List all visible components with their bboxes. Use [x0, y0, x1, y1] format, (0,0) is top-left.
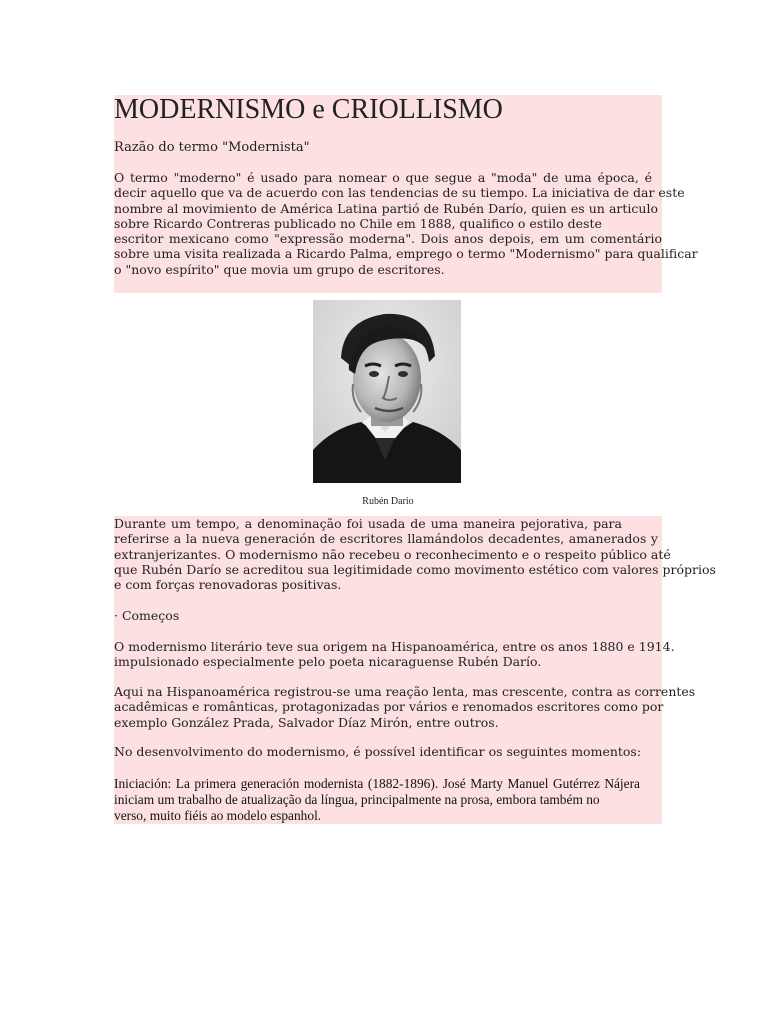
intro-line: sobre Ricardo Contreras publicado no Chile em 1888, qualifico o estilo deste — [114, 215, 602, 231]
intro-line: o "novo espírito" que movia um grupo de escritores. — [114, 261, 445, 277]
iniciacion-line: iniciam um trabalho de atualização da língua, principalmente na prosa, embora também no — [114, 792, 600, 807]
durante-line: extranjerizantes. O modernismo não recebeu o reconhecimento e o respeito público até — [114, 546, 671, 562]
durante-line: que Rubén Darío se acreditou sua legitimidade como movimento estético com valores próprios — [114, 561, 716, 577]
intro-line: decir aquello que va de acuerdo con las tendencias de su tiempo. La iniciativa de dar este — [114, 185, 685, 201]
intro-line: escritor mexicano como "expressão moderna". Dois anos depois, em um comentário — [114, 231, 662, 247]
reacao-line: exemplo González Prada, Salvador Díaz Mirón, entre outros. — [114, 714, 499, 730]
intro-line: O termo "moderno" é usado para nomear o que segue a "moda" de uma época, é — [114, 170, 652, 185]
reacao-line: acadêmicas e românticas, protagonizadas por vários e renomados escritores como por — [114, 699, 664, 715]
photo-caption: Rubén Dario — [362, 496, 414, 507]
momentos-line: No desenvolvimento do modernismo, é possível identificar os seguintes momentos: — [114, 744, 642, 759]
intro-line: nombre al movimiento de América Latina partió de Rubén Darío, quien es un articulo — [114, 200, 658, 216]
iniciacion-paragraph — [114, 776, 640, 824]
iniciacion-line: verso, muito fiéis ao modelo espanhol. — [114, 808, 322, 823]
origem-paragraph — [114, 639, 675, 670]
page-title: MODERNISMO e CRIOLLISMO — [114, 94, 503, 125]
comecos-heading: · Começos — [114, 608, 180, 623]
origem-line: impulsionado especialmente pelo poeta nicaraguense Rubén Darío. — [114, 654, 542, 670]
iniciacion-line: Iniciación: La primera generación modernista (1882-1896). José Marty Manuel Gutérrez Nájera — [114, 776, 640, 791]
section-subtitle: Razão do termo "Modernista" — [114, 140, 310, 155]
durante-line: referirse a la nueva generación de escritores llamándolos decadentes, amanerados y — [114, 531, 658, 547]
reacao-paragraph — [114, 684, 696, 730]
origem-line: O modernismo literário teve sua origem na Hispanoamérica, entre os anos 1880 e 1914. — [114, 639, 675, 654]
intro-line: sobre uma visita realizada a Ricardo Palma, emprego o termo "Modernismo" para qualificar — [114, 246, 698, 262]
ruben-dario-portrait — [313, 300, 461, 483]
durante-paragraph — [114, 516, 716, 593]
reacao-line: Aqui na Hispanoamérica registrou-se uma reação lenta, mas crescente, contra as correntes — [114, 684, 696, 699]
intro-paragraph — [114, 170, 698, 277]
durante-line: Durante um tempo, a denominação foi usada de uma maneira pejorativa, para — [114, 516, 622, 531]
durante-line: e com forças renovadoras positivas. — [114, 577, 342, 593]
portrait-image — [313, 300, 461, 483]
